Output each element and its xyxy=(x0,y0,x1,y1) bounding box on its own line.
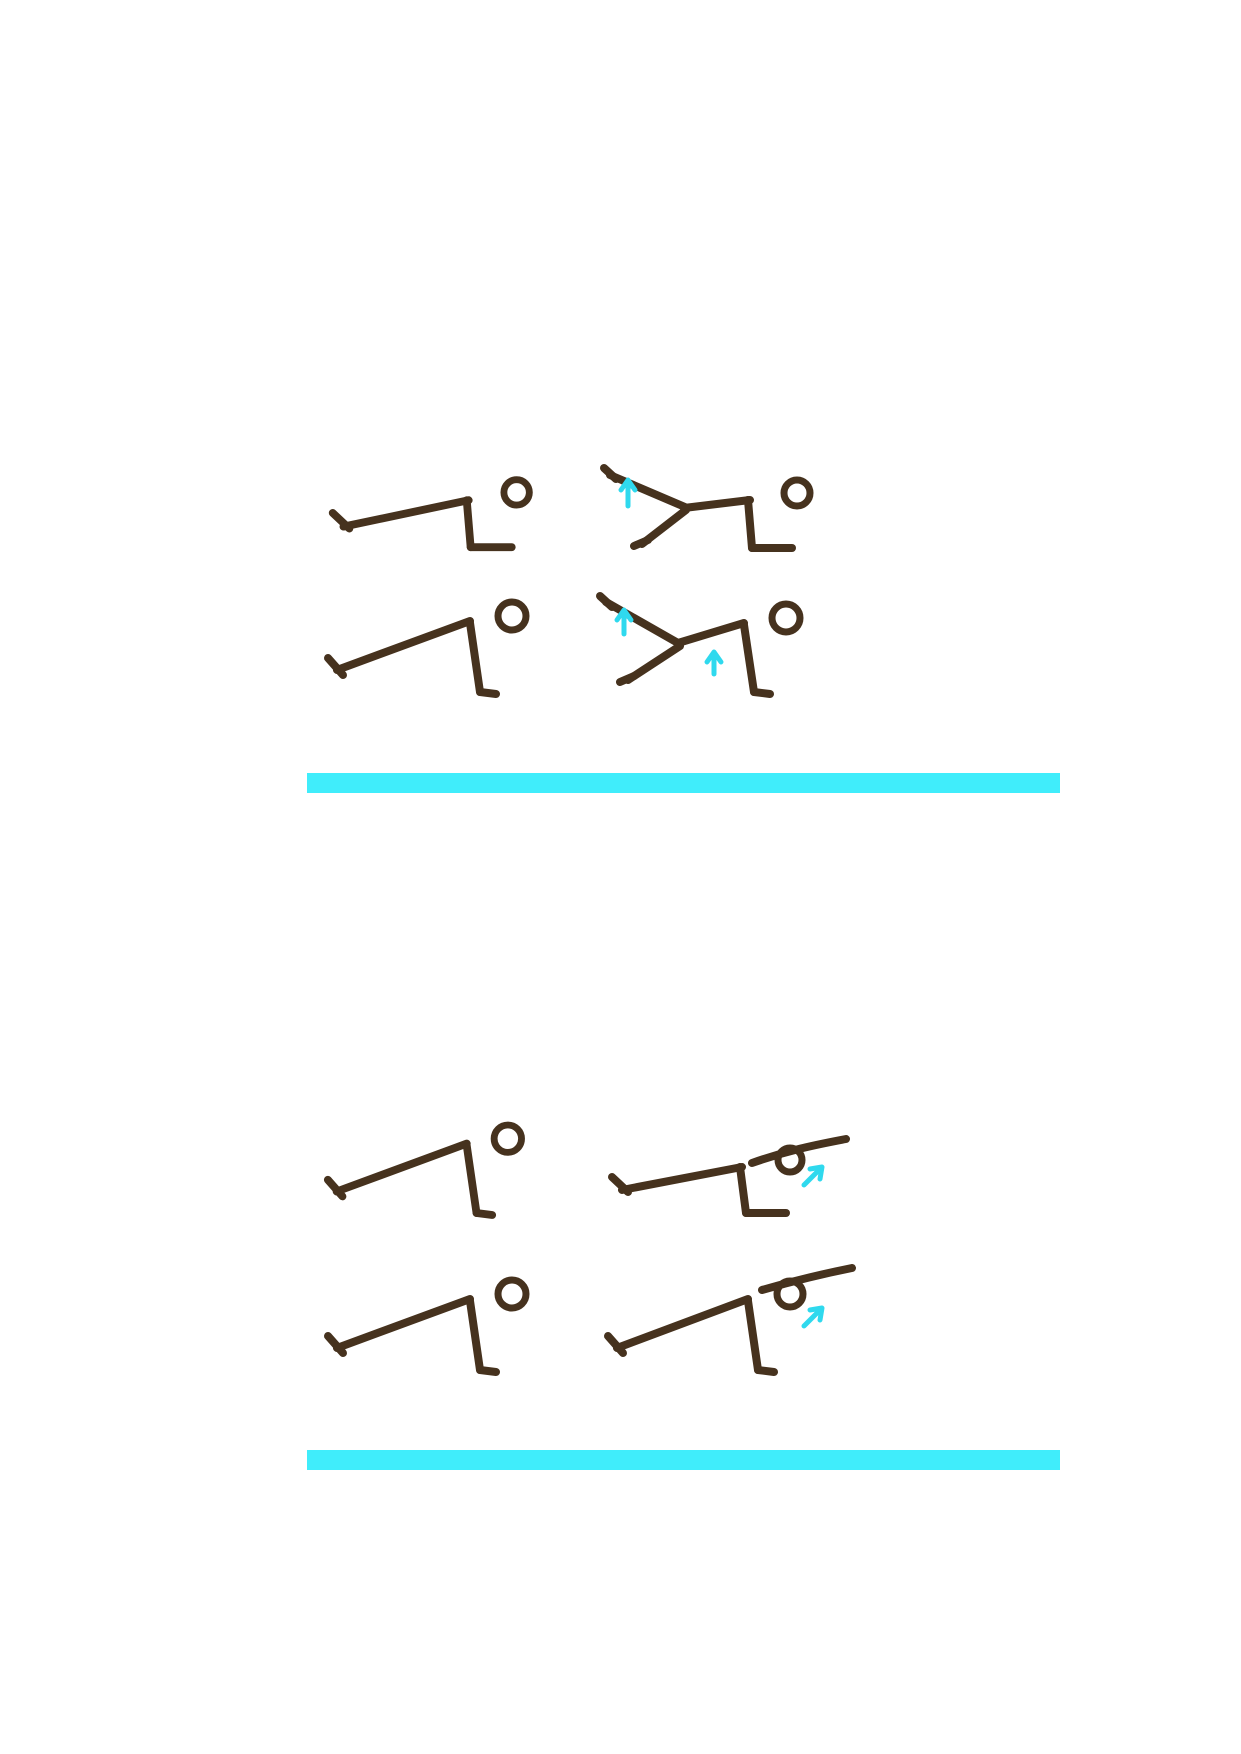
section-3-option-1-figures xyxy=(320,1112,860,1227)
section-3-option-1-line xyxy=(307,1088,315,1110)
section-2-option-1-figures xyxy=(320,460,825,560)
diagonal-arrow-icon xyxy=(804,1167,822,1185)
section-2-option-2-line xyxy=(307,568,315,590)
forearm-plank-leg-raised-illustration xyxy=(590,460,825,560)
up-arrow-icon xyxy=(617,610,631,634)
high-plank-illustration xyxy=(320,1112,545,1227)
high-plank-leg-raised-illustration xyxy=(590,590,830,705)
section-2-infobox xyxy=(307,773,1060,793)
forearm-plank-illustration xyxy=(320,460,545,560)
high-plank-illustration xyxy=(320,590,550,705)
up-arrow-icon xyxy=(707,652,721,674)
section-3-infobox xyxy=(307,1450,1060,1470)
high-plank-illustration xyxy=(320,1264,550,1384)
up-arrow-icon xyxy=(621,480,635,506)
section-3-option-2-figures xyxy=(320,1264,865,1384)
section-2-option-2-figures xyxy=(320,590,830,705)
forearm-plank-arm-extended-illustration xyxy=(600,1127,860,1227)
high-plank-arm-extended-illustration xyxy=(600,1264,865,1384)
section-3-option-2-line xyxy=(307,1240,315,1262)
diagonal-arrow-icon xyxy=(804,1308,822,1326)
section-2-option-1-line xyxy=(307,440,315,462)
